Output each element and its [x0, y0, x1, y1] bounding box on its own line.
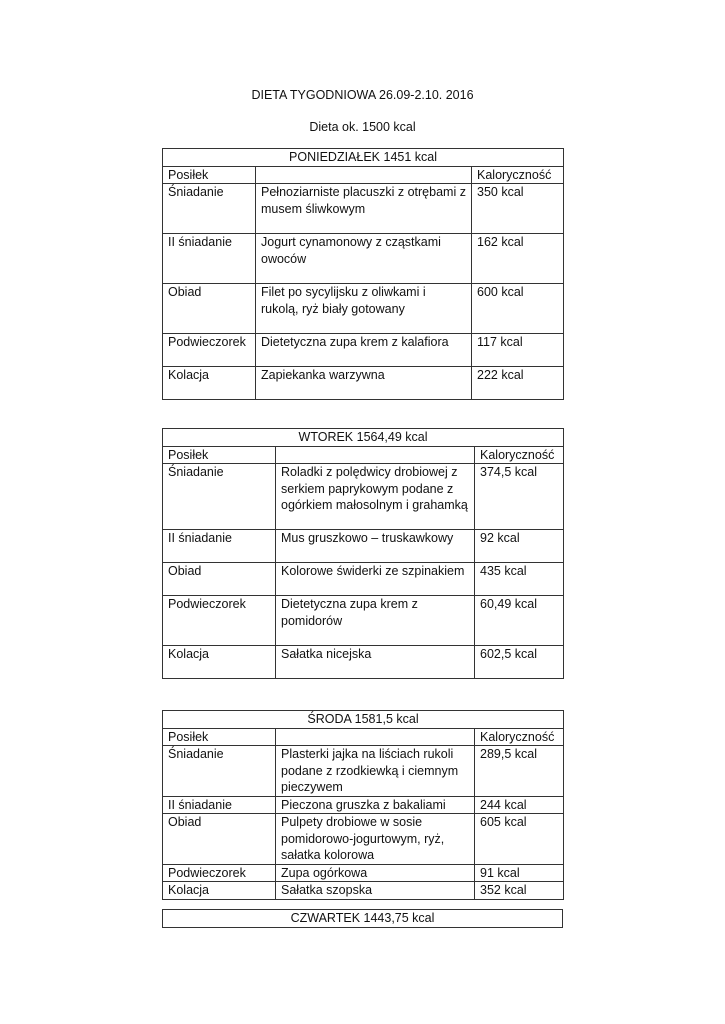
- meal-cell: Podwieczorek: [163, 596, 276, 646]
- page-title: DIETA TYGODNIOWA 26.09-2.10. 2016: [251, 88, 474, 102]
- meal-cell: Podwieczorek: [163, 864, 276, 882]
- dish-cell: Filet po sycylijsku z oliwkami i rukolą, ryż biały gotowany: [256, 284, 472, 334]
- meal-cell: Obiad: [163, 284, 256, 334]
- table-row: [163, 530, 564, 563]
- day-title: CZWARTEK 1443,75 kcal: [163, 910, 563, 928]
- meal-cell: Obiad: [163, 563, 276, 596]
- table-row: [163, 646, 564, 679]
- dish-cell: Roladki z polędwicy drobiowej z serkiem paprykowym podane z ogórkiem małosolnym i grahamką: [276, 464, 475, 530]
- meal-column-header: Posiłek: [163, 446, 276, 464]
- day-header: [163, 429, 564, 447]
- page-subtitle: Dieta ok. 1500 kcal: [309, 120, 416, 134]
- table-row: [163, 284, 564, 334]
- meal-cell: Śniadanie: [163, 464, 276, 530]
- kcal-cell: 244 kcal: [475, 796, 564, 814]
- kcal-cell: 435 kcal: [475, 563, 564, 596]
- dish-cell: Mus gruszkowo – truskawkowy: [276, 530, 475, 563]
- day-table-tuesday: [162, 428, 564, 679]
- meal-cell: Śniadanie: [163, 746, 276, 797]
- calories-column-header: Kaloryczność: [472, 166, 564, 184]
- day-header: [163, 910, 563, 928]
- meal-cell: Kolacja: [163, 646, 276, 679]
- kcal-cell: 374,5 kcal: [475, 464, 564, 530]
- kcal-cell: 602,5 kcal: [475, 646, 564, 679]
- dish-cell: Plasterki jajka na liściach rukoli podane z rzodkiewką i ciemnym pieczywem: [276, 746, 475, 797]
- kcal-cell: 350 kcal: [472, 184, 564, 234]
- table-row: [163, 814, 564, 865]
- day-title: PONIEDZIAŁEK 1451 kcal: [163, 149, 564, 167]
- meal-cell: Podwieczorek: [163, 334, 256, 367]
- column-header-row: [163, 166, 564, 184]
- day-header: [163, 711, 564, 729]
- kcal-cell: 91 kcal: [475, 864, 564, 882]
- meal-column-header: Posiłek: [163, 728, 276, 746]
- table-row: [163, 464, 564, 530]
- kcal-cell: 289,5 kcal: [475, 746, 564, 797]
- kcal-cell: 92 kcal: [475, 530, 564, 563]
- table-row: [163, 796, 564, 814]
- dish-cell: Dietetyczna zupa krem z kalafiora: [256, 334, 472, 367]
- table-row: [163, 367, 564, 400]
- kcal-cell: 117 kcal: [472, 334, 564, 367]
- day-table-thursday: [162, 909, 563, 928]
- dish-column-header: [276, 728, 475, 746]
- day-header: [163, 149, 564, 167]
- day-table-wednesday: [162, 710, 564, 900]
- meal-column-header: Posiłek: [163, 166, 256, 184]
- table-row: [163, 746, 564, 797]
- table-row: [163, 234, 564, 284]
- kcal-cell: 162 kcal: [472, 234, 564, 284]
- kcal-cell: 352 kcal: [475, 882, 564, 900]
- table-row: [163, 864, 564, 882]
- calories-column-header: Kaloryczność: [475, 446, 564, 464]
- dish-cell: Zupa ogórkowa: [276, 864, 475, 882]
- day-title: WTOREK 1564,49 kcal: [163, 429, 564, 447]
- dish-cell: Sałatka szopska: [276, 882, 475, 900]
- table-row: [163, 334, 564, 367]
- meal-cell: Kolacja: [163, 367, 256, 400]
- meal-cell: II śniadanie: [163, 530, 276, 563]
- dish-cell: Sałatka nicejska: [276, 646, 475, 679]
- table-row: [163, 184, 564, 234]
- meal-cell: Śniadanie: [163, 184, 256, 234]
- table-row: [163, 563, 564, 596]
- dish-column-header: [256, 166, 472, 184]
- dish-cell: Jogurt cynamonowy z cząstkami owoców: [256, 234, 472, 284]
- calories-column-header: Kaloryczność: [475, 728, 564, 746]
- column-header-row: [163, 728, 564, 746]
- table-row: [163, 596, 564, 646]
- meal-cell: Obiad: [163, 814, 276, 865]
- kcal-cell: 600 kcal: [472, 284, 564, 334]
- meal-cell: Kolacja: [163, 882, 276, 900]
- dish-cell: Pieczona gruszka z bakaliami: [276, 796, 475, 814]
- dish-cell: Zapiekanka warzywna: [256, 367, 472, 400]
- table-row: [163, 882, 564, 900]
- day-table-monday: [162, 148, 564, 400]
- dish-cell: Pulpety drobiowe w sosie pomidorowo-jogurtowym, ryż, sałatka kolorowa: [276, 814, 475, 865]
- dish-cell: Kolorowe świderki ze szpinakiem: [276, 563, 475, 596]
- dish-cell: Dietetyczna zupa krem z pomidorów: [276, 596, 475, 646]
- column-header-row: [163, 446, 564, 464]
- kcal-cell: 605 kcal: [475, 814, 564, 865]
- meal-cell: II śniadanie: [163, 796, 276, 814]
- day-title: ŚRODA 1581,5 kcal: [163, 711, 564, 729]
- dish-column-header: [276, 446, 475, 464]
- meal-cell: II śniadanie: [163, 234, 256, 284]
- dish-cell: Pełnoziarniste placuszki z otrębami z musem śliwkowym: [256, 184, 472, 234]
- kcal-cell: 222 kcal: [472, 367, 564, 400]
- kcal-cell: 60,49 kcal: [475, 596, 564, 646]
